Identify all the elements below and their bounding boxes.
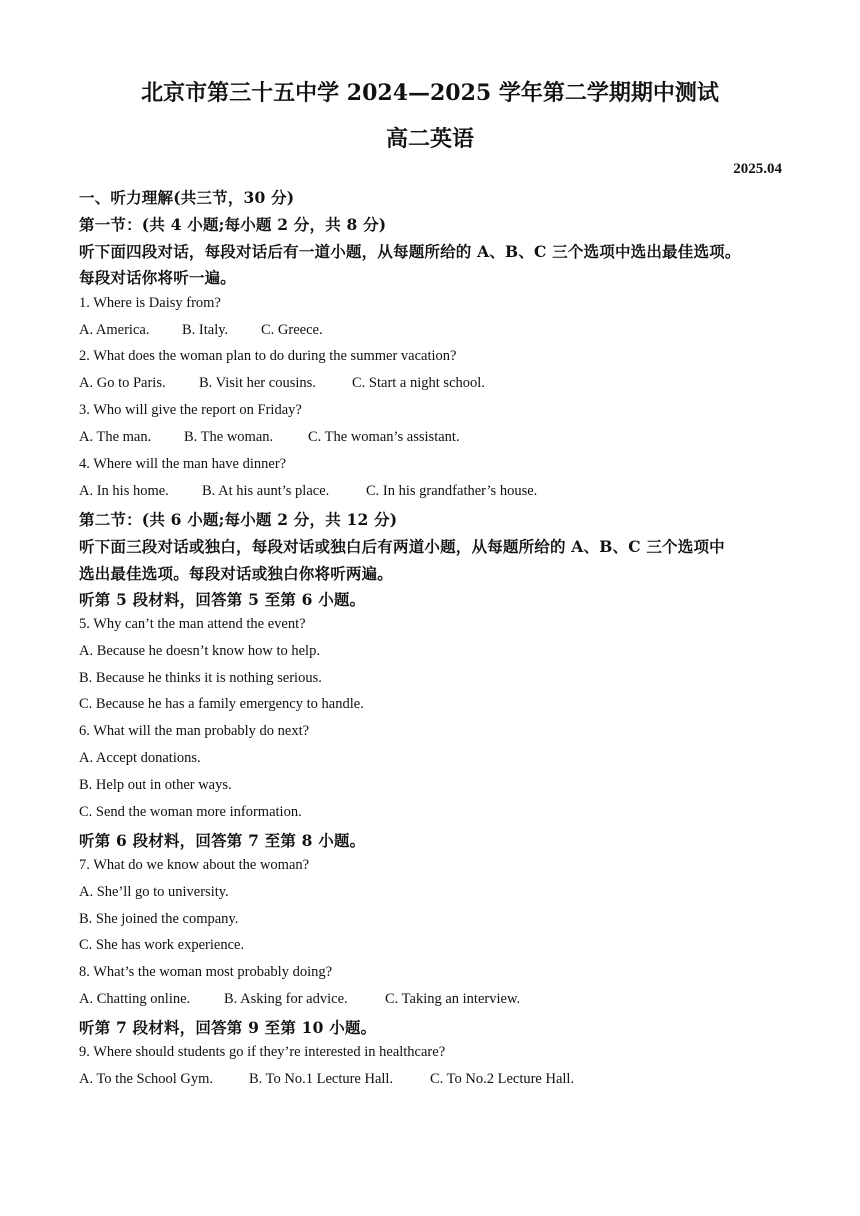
option-c: C. Because he has a family emergency to handle. xyxy=(79,696,364,712)
question-stem: 6. What will the man probably do next? xyxy=(79,723,310,739)
option-b: B. Because he thinks it is nothing serious. xyxy=(79,670,322,686)
section1-instruction-cont: 每段对话你将听一遍。 xyxy=(79,268,237,287)
question-stem: 3. Who will give the report on Friday? xyxy=(79,402,302,418)
option-a: A. The man. xyxy=(79,429,152,445)
group-instruction: 听第 5 段材料，回答第 5 至第 6 小题。 xyxy=(79,590,366,609)
section2-instruction: 听下面三段对话或独白，每段对话或独白后有两道小题，从每题所给的 A、B、C 三个选项中 xyxy=(79,537,725,556)
option-a: A. America. xyxy=(79,322,150,338)
option-a: A. In his home. xyxy=(79,483,169,499)
option-a: A. Go to Paris. xyxy=(79,375,166,391)
section1-instruction: 听下面四段对话，每段对话后有一道小题，从每题所给的 A、B、C 三个选项中选出最佳选项。 xyxy=(79,242,741,261)
group-instruction: 听第 6 段材料，回答第 7 至第 8 小题。 xyxy=(79,831,366,850)
option-b: B. Help out in other ways. xyxy=(79,777,232,793)
option-b: B. Asking for advice. xyxy=(224,991,348,1007)
section1-heading: 第一节：(共 4 小题;每小题 2 分，共 8 分) xyxy=(79,215,387,234)
option-a: A. Chatting online. xyxy=(79,991,191,1007)
option-c: C. Send the woman more information. xyxy=(79,804,302,820)
question-stem: 8. What’s the woman most probably doing? xyxy=(79,964,333,980)
option-a: A. Accept donations. xyxy=(79,750,201,766)
option-c: C. In his grandfather’s house. xyxy=(366,483,538,499)
group-instruction: 听第 7 段材料，回答第 9 至第 10 小题。 xyxy=(79,1018,377,1037)
option-b: B. She joined the company. xyxy=(79,911,239,927)
part-heading: 一、听力理解(共三节，30 分) xyxy=(79,188,295,207)
option-c: C. Taking an interview. xyxy=(385,991,521,1007)
option-a: A. She’ll go to university. xyxy=(79,884,229,900)
question-stem: 2. What does the woman plan to do during the summer vacation? xyxy=(79,348,457,364)
option-c: C. Start a night school. xyxy=(352,375,485,391)
option-b: B. To No.1 Lecture Hall. xyxy=(249,1071,394,1087)
section2-instruction-cont: 选出最佳选项。每段对话或独白你将听两遍。 xyxy=(79,564,394,583)
question-stem: 7. What do we know about the woman? xyxy=(79,857,310,873)
exam-title: 北京市第三十五中学 2024—2025 学年第二学期期中测试 xyxy=(141,80,719,106)
question-stem: 5. Why can’t the man attend the event? xyxy=(79,616,306,632)
option-a: A. To the School Gym. xyxy=(79,1071,214,1087)
question-stem: 9. Where should students go if they’re interested in healthcare? xyxy=(79,1044,446,1060)
option-b: B. The woman. xyxy=(184,429,274,445)
option-c: C. Greece. xyxy=(261,322,323,338)
question-stem: 1. Where is Daisy from? xyxy=(79,295,221,311)
option-b: B. Visit her cousins. xyxy=(199,375,316,391)
option-c: C. The woman’s assistant. xyxy=(308,429,460,445)
section2-heading: 第二节：(共 6 小题;每小题 2 分，共 12 分) xyxy=(79,510,398,529)
option-a: A. Because he doesn’t know how to help. xyxy=(79,643,320,659)
option-b: B. Italy. xyxy=(182,322,229,338)
question-stem: 4. Where will the man have dinner? xyxy=(79,456,287,472)
option-b: B. At his aunt’s place. xyxy=(202,483,330,499)
option-c: C. To No.2 Lecture Hall. xyxy=(430,1071,575,1087)
option-c: C. She has work experience. xyxy=(79,937,245,953)
exam-date: 2025.04 xyxy=(733,161,782,177)
exam-subtitle: 高二英语 xyxy=(385,126,474,152)
